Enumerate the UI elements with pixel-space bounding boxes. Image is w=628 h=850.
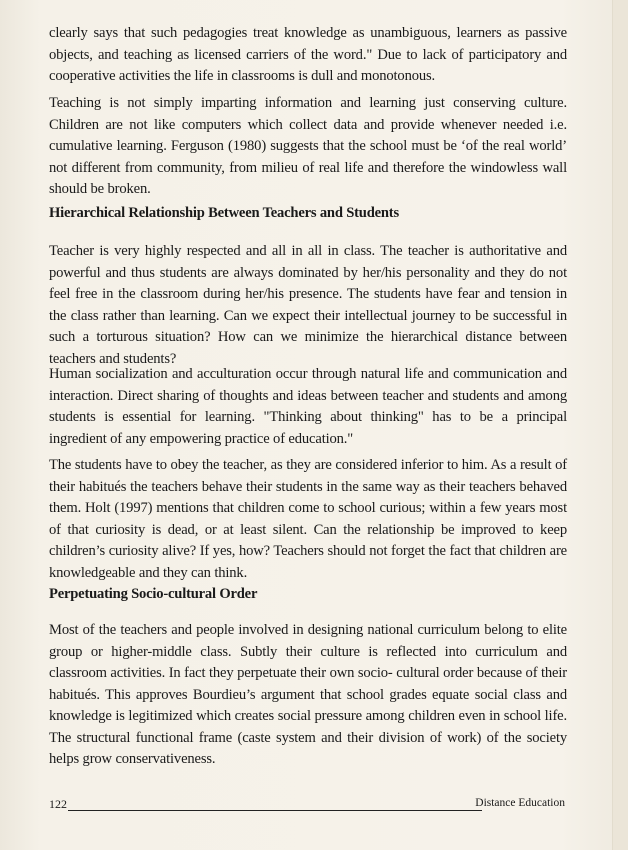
paragraph-teaching: Teaching is not simply imparting information and learning just conserving culture. Children are not like computers which collect data and provide whenever needed i.e. cumulative learning. Ferguson (1980) suggests that the school must be ‘of the real world’ not different from community, from milieu of real life and therefore the windowless wall should be broken. [49,95,567,197]
paragraph-intro: clearly says that such pedagogies treat knowledge as unambiguous, learners as passive objects, and teaching as licensed carriers of the word." Due to lack of participatory and cooperative activities the life in classrooms is dull and monotonous. [49,25,567,84]
footer-rule [68,810,482,811]
page-footer [49,797,565,813]
heading-perpetuating-order: Perpetuating Socio-cultural Order [49,586,258,602]
page-number: 122 [49,797,67,811]
paragraph-teacher-respected: Teacher is very highly respected and all in all in class. The teacher is authoritative and powerful and thus students are always dominated by her/his personality and they do not feel free in the classroom during her/his presence. The students have fear and tension in the class rather than learning. Can we expect their intellectual journey to be successful in such a torturous situation? How can we minimize the hierarchical distance between teachers and students? [49,243,567,367]
heading-hierarchical-relationship: Hierarchical Relationship Between Teachers and Students [49,205,399,221]
footer-title: Distance Education [475,797,565,809]
page-edge [612,0,628,850]
paragraph-human-socialization: Human socialization and acculturation occur through natural life and communication and interaction. Direct sharing of thoughts and ideas between teacher and students and among students is essential for learning. "Thinking about thinking" has to be a principal ingredient of any empowering practice of education." [49,366,567,447]
paragraph-students-obey: The students have to obey the teacher, as they are considered inferior to him. As a result of their habitués the teachers behave their students in the same way as their teachers behaved them. Holt (1997) mentions that children come to school curious; within a few years most of that curiosity is dead, or at least silent. Can the relationship be improved to keep children’s curiosity alive? If yes, how? Teachers should not forget the fact that children are knowledgeable and they can think. [49,457,567,581]
paragraph-most-teachers: Most of the teachers and people involved in designing national curriculum belong to elite group or higher-middle class. Subtly their culture is reflected into curriculum and classroom activities. In fact they perpetuate their own socio- cultural order because of their habitués. This approves Bourdieu’s argument that school grades equate social class and knowledge is legitimized which creates social pressure among children even in school life. The structural functional frame (caste system and their division of work) of the society helps grow conservativeness. [49,622,567,767]
